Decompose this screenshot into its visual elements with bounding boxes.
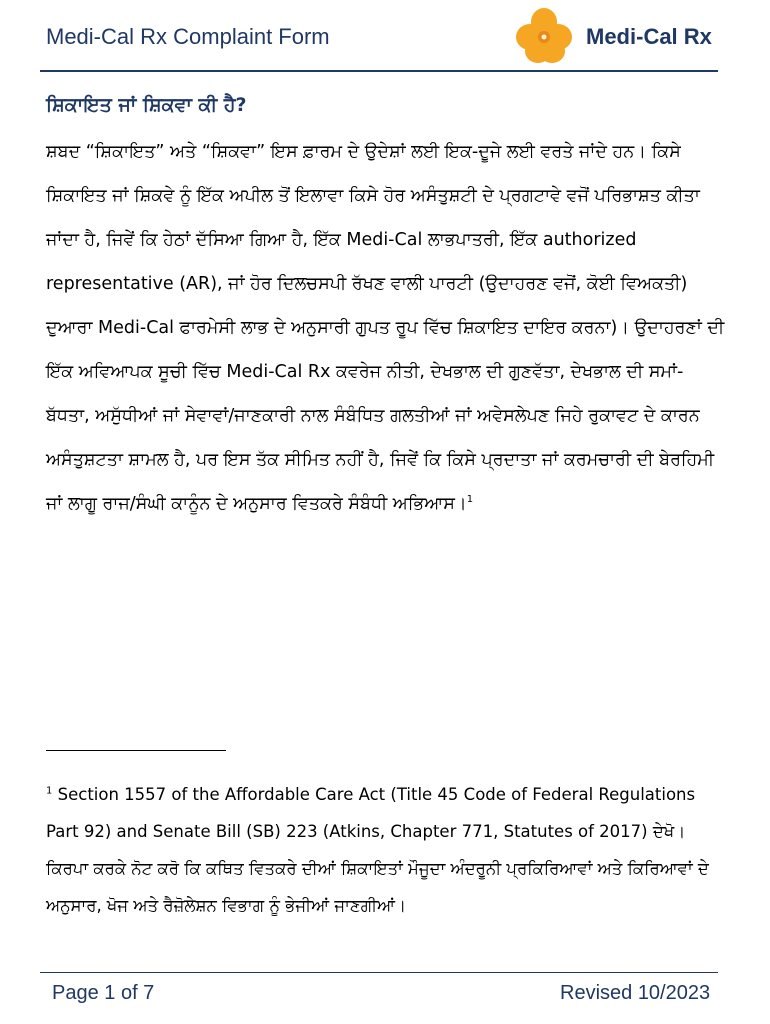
main-content [46,90,726,526]
header-divider [40,70,718,72]
footnote-text: Section 1557 of the Affordable Care Act (Title 45 Code of Federal Regulations Part 92) and Senate Bill (SB) 223 (Atkins, Chapter 771, Statutes of 2017) ਦੇਖੋ। ਕਿਰਪਾ ਕਰਕੇ ਨੋਟ ਕਰੋ ਕਿ ਕਥਿਤ ਵਿਤਕਰੇ ਦੀਆਂ ਸ਼ਿਕਾਇਤਾਂ ਮੌਜੂਦਾ ਅੰਦਰੂਨੀ ਪ੍ਰਕਿਰਿਆਵਾਂ ਅਤੇ ਕਿਰਿਆਵਾਂ ਦੇ ਅਨੁਸਾਰ, ਖੋਜ ਅਤੇ ਰੈਜ਼ੋਲੇਸ਼ਨ ਵਿਭਾਗ ਨੂੰ ਭੇਜੀਆਂ ਜਾਣਗੀਆਂ। [46,785,709,915]
definition-paragraph [46,130,726,526]
footnote-divider [46,750,226,751]
page-number: Page 1 of 7 [52,982,155,1004]
footnote-reference[interactable]: 1 [466,494,474,506]
form-title: Medi-Cal Rx Complaint Form [46,24,330,49]
paragraph-text: ਸ਼ਬਦ “ਸ਼ਿਕਾਇਤ” ਅਤੇ “ਸ਼ਿਕਵਾ” ਇਸ ਫ਼ਾਰਮ ਦੇ ਉਦੇਸ਼ਾਂ ਲਈ ਇਕ-ਦੂਜੇ ਲਈ ਵਰਤੇ ਜਾਂਦੇ ਹਨ। ਕਿਸੇ ਸ਼ਿਕਾਇਤ ਜਾਂ ਸ਼ਿਕਵੇ ਨੂੰ ਇੱਕ ਅਪੀਲ ਤੋਂ ਇਲਾਵਾ ਕਿਸੇ ਹੋਰ ਅਸੰਤੁਸ਼ਟੀ ਦੇ ਪ੍ਰਗਟਾਵੇ ਵਜੋਂ ਪਰਿਭਾਸ਼ਤ ਕੀਤਾ ਜਾਂਦਾ ਹੈ, ਜਿਵੇਂ ਕਿ ਹੇਠਾਂ ਦੱਸਿਆ ਗਿਆ ਹੈ, ਇੱਕ Medi-Cal ਲਾਭਪਾਤਰੀ, ਇੱਕ authorized representative (AR), ਜਾਂ ਹੋਰ ਦਿਲਚਸਪੀ ਰੱਖਣ ਵਾਲੀ ਪਾਰਟੀ (ਉਦਾਹਰਣ ਵਜੋਂ, ਕੋਈ ਵਿਅਕਤੀ) ਦੁਆਰਾ Medi-Cal ਫਾਰਮੇਸੀ ਲਾਭ ਦੇ ਅਨੁਸਾਰੀ ਗੁਪਤ ਰੂਪ ਵਿੱਚ ਸ਼ਿਕਾਇਤ ਦਾਇਰ ਕਰਨਾ)। ਉਦਾਹਰਣਾਂ ਦੀ ਇੱਕ ਅਵਿਆਪਕ ਸੂਚੀ ਵਿੱਚ Medi-Cal Rx ਕਵਰੇਜ ਨੀਤੀ, ਦੇਖਭਾਲ ਦੀ ਗੁਣਵੱਤਾ, ਦੇਖਭਾਲ ਦੀ ਸਮਾਂ-ਬੱਧਤਾ, ਅਸੁੱਧੀਆਂ ਜਾਂ ਸੇਵਾਵਾਂ/ਜਾਣਕਾਰੀ ਨਾਲ ਸੰਬੰਧਿਤ ਗਲਤੀਆਂ ਜਾਂ ਅਵੇਸਲੇਪਣ ਜਿਹੇ ਰੁਕਾਵਟ ਦੇ ਕਾਰਨ ਅਸੰਤੁਸ਼ਟਤਾ ਸ਼ਾਮਲ ਹੈ, ਪਰ ਇਸ ਤੱਕ ਸੀਮਿਤ ਨਹੀਂ ਹੈ, ਜਿਵੇਂ ਕਿ ਕਿਸੇ ਪ੍ਰਦਾਤਾ ਜਾਂ ਕਰਮਚਾਰੀ ਦੀ ਬੇਰਹਿਮੀ ਜਾਂ ਲਾਗੂ ਰਾਜ/ਸੰਘੀ ਕਾਨੂੰਨ ਦੇ ਅਨੁਸਾਰ ਵਿਤਕਰੇ ਸੰਬੰਧੀ ਅਭਿਆਸ। [46,142,725,514]
brand-name: Medi-Cal Rx [586,24,712,49]
page-header [0,0,770,74]
poppy-flower-icon [514,6,574,66]
footer-divider [40,972,718,973]
revision-date: Revised 10/2023 [560,982,711,1004]
footnote-number: 1 [46,785,53,797]
footnote [46,776,726,924]
section-heading: ਸ਼ਿਕਾਇਤ ਜਾਂ ਸ਼ਿਕਵਾ ਕੀ ਹੈ? [46,94,247,116]
